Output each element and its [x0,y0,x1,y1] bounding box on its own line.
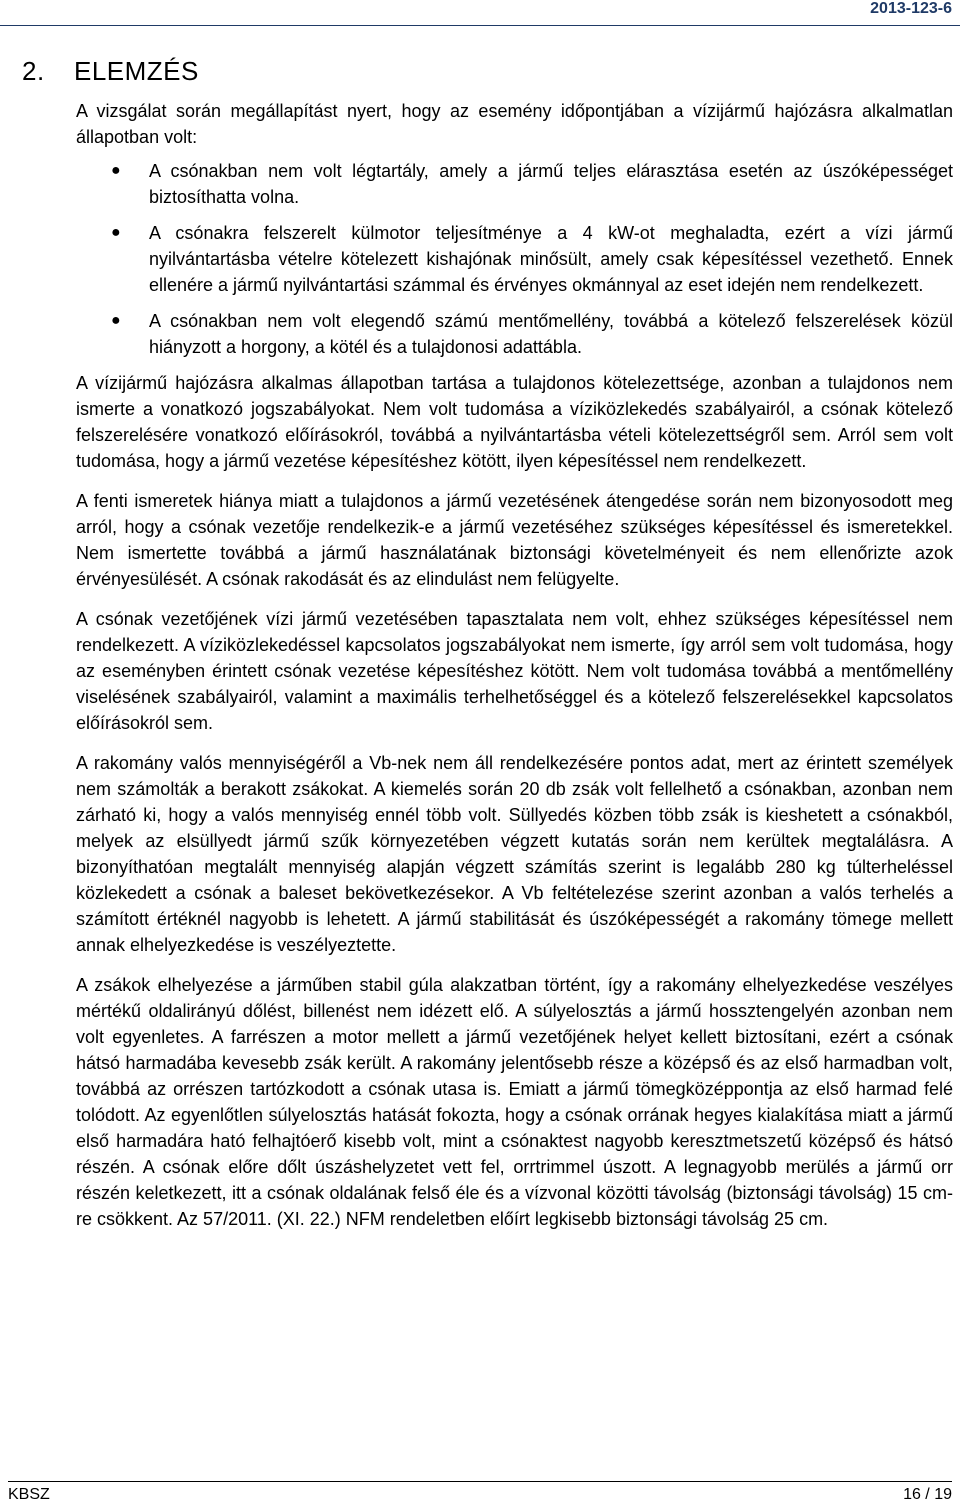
paragraph: A fenti ismeretek hiánya miatt a tulajdonos a jármű vezetésének átengedése során nem bizonyosodott meg arról, hogy a csónak vezetője rendelkezik-e a jármű vezetéséhez szükséges képesítéssel és ismeretekkel. Nem ismertette továbbá a jármű használatának biztonsági követelményeit és nem ellenőrizte azok érvényesülését. A csónak rakodását és az elindulást nem felügyelte. [76,491,953,589]
finding-list [76,158,953,360]
document-reference: 2013-123-6 [870,0,952,17]
page-number: 16 / 19 [903,1486,952,1503]
list-item-text: A csónakra felszerelt külmotor teljesítménye a 4 kW-ot meghaladta, ezért a vízi jármű nyilvántartásba vételre kötelezett kishajónak minősült, amely csak képesítéssel vezethető. Ennek ellenére a jármű nyilvántartási számmal és érvényes okmánnyal az eset idején nem rendelkezett. [149,223,953,295]
bullet-icon: ● [111,224,121,241]
list-item-text: A csónakban nem volt légtartály, amely a jármű teljes elárasztása esetén az úszóképességet biztosíthatta volna. [149,161,953,207]
document-body [76,98,953,1246]
list-item [111,220,953,298]
paragraph: A rakomány valós mennyiségéről a Vb-nek nem áll rendelkezésére pontos adat, mert az érintett személyek nem számolták a berakott zsákokat. A kiemelés során 20 db zsák volt fellelhető a csónakban, azonban nem zárható ki, hogy a valós mennyiség ennél több volt. Süllyedés közben több zsák is kieshetett a csónakból, melyek az elsüllyedt jármű szűk környezetében végzett kutatás során nem kerültek megtalálásra. A bizonyíthatóan megtalált mennyiség alapján végzett számítás szerint is legalább 280 kg túlterheléssel közlekedett a csónak a baleset bekövetkezésekor. A Vb feltételezése szerint azonban a valós terhelés a számított értéknél nagyobb is lehetett. A jármű stabilitását és úszóképességét a rakomány tömege mellett annak elhelyezkedése is veszélyeztette. [76,753,953,955]
header-rule [0,25,960,26]
list-item-text: A csónakban nem volt elegendő számú mentőmellény, továbbá a kötelező felszerelések közül hiányzott a horgony, a kötél és a tulajdonosi adattábla. [149,311,953,357]
page-footer [8,1481,952,1504]
section-number: 2. [22,56,45,86]
paragraph: A csónak vezetőjének vízi jármű vezetésében tapasztalata nem volt, ehhez szükséges képesítéssel nem rendelkezett. A víziközlekedéssel kapcsolatos jogszabályokat nem ismerte, így arról sem volt tudomása, hogy az eseményben érintett csónak vezetése képesítéshez kötött. Nem volt tudomása továbbá a mentőmellény viselésének szabályairól, valamint a maximális terhelhetőséggel és a kötelező felszerelésekkel kapcsolatos előírásokról sem. [76,609,953,733]
paragraph: A vízijármű hajózásra alkalmas állapotban tartása a tulajdonos kötelezettsége, azonban a tulajdonos nem ismerte a vonatkozó jogszabályokat. Nem volt tudomása a víziközlekedés szabályairól, a csónak kötelező felszerelésére vonatkozó előírásokról, továbbá a nyilvántartásba vételi kötelezettségről sem. Arról sem volt tudomása, hogy a jármű vezetése képesítéshez kötött, ilyen képesítéssel nem rendelkezett. [76,373,953,471]
section-heading [22,56,199,87]
bullet-icon: ● [111,162,121,179]
list-item [111,308,953,360]
list-item [111,158,953,210]
paragraph: A zsákok elhelyezése a járműben stabil gúla alakzatban történt, így a rakomány elhelyezkedése veszélyes mértékű oldalirányú dőlést, billenést nem idézett elő. A súlyelosztás a jármű hossztengelyén azonban nem volt egyenletes. A farrészen a motor mellett a jármű vezetőjének helyet kellett biztosítani, ezért a csónak hátsó harmadába kevesebb zsák került. A rakomány jelentősebb része a középső és az első harmadban volt, továbbá az orrészen tartózkodott a csónak utasa is. Emiatt a jármű tömegközéppontja az első harmad felé tolódott. Az egyenlőtlen súlyelosztás hatását fokozta, hogy a csónak orrának hegyes kialakítása miatt a jármű első harmadára ható felhajtóerő kisebb volt, mint a csónaktest nagyobb keresztmetszetű középső és hátsó részén. A csónak előre dőlt úszáshelyzetet vett fel, orrtrimmel úszott. A legnagyobb merülés a jármű orr részén keletkezett, itt a csónak oldalának felső éle és a vízvonal közötti távolság (biztonsági távolság) 15 cm-re csökkent. Az 57/2011. (XI. 22.) NFM rendeletben előírt legkisebb biztonsági távolság 25 cm. [76,975,953,1229]
section-title: ELEMZÉS [74,56,199,86]
footer-organization: KBSZ [8,1486,50,1503]
intro-paragraph: A vizsgálat során megállapítást nyert, hogy az esemény időpontjában a vízijármű hajózásra alkalmatlan állapotban volt: [76,101,953,147]
bullet-icon: ● [111,312,121,329]
